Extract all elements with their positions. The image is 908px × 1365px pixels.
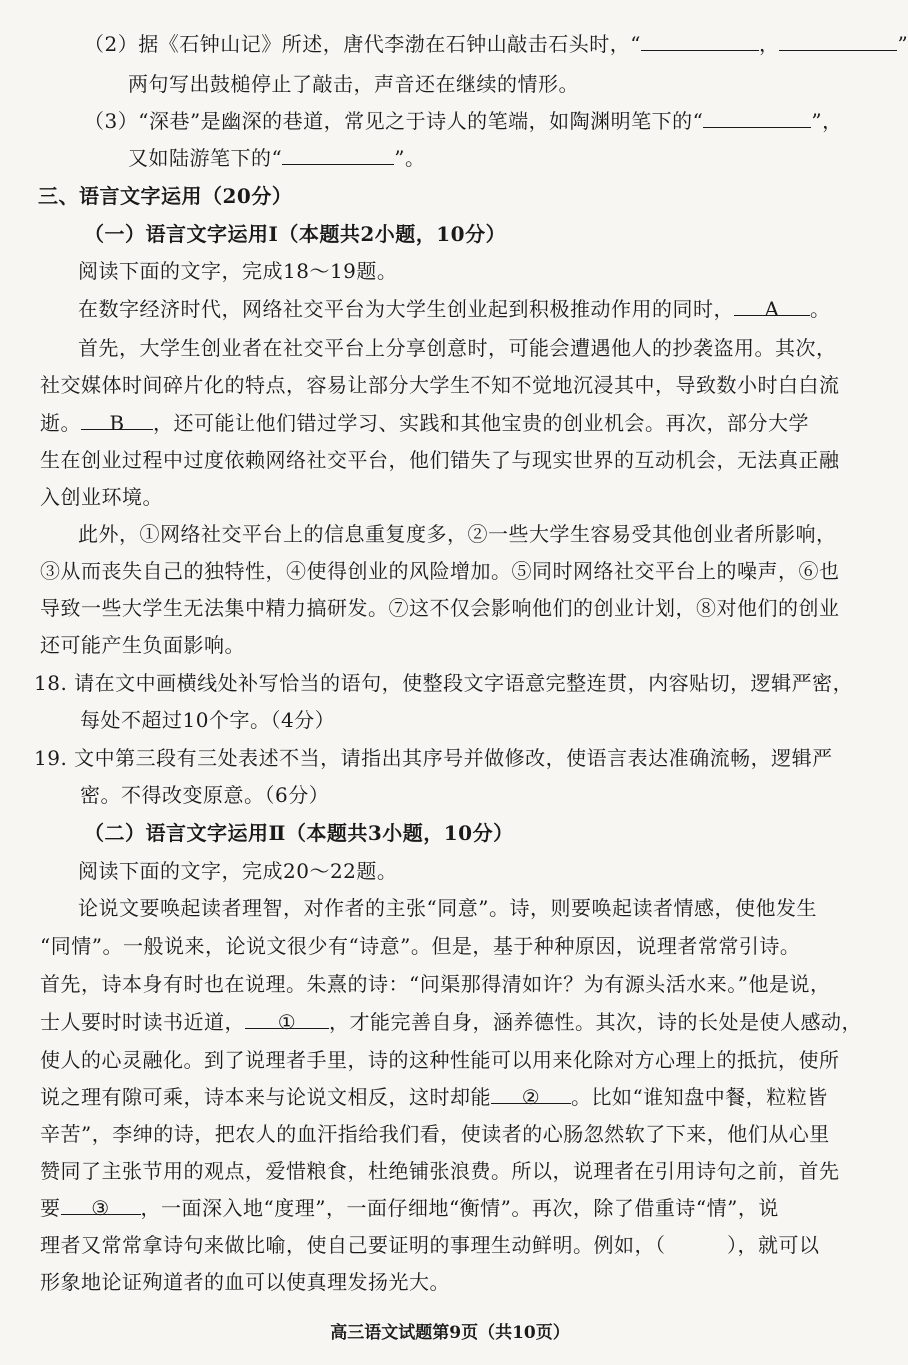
part-1-title: （一）语言文字运用Ⅰ（本题共2小题，10分）: [84, 222, 507, 246]
passage-text: 士人要时时读书近道，: [40, 1010, 245, 1034]
passage2-line6: [40, 1083, 828, 1111]
q17-3-line2: [128, 144, 425, 172]
q17-3-line1: [84, 107, 843, 135]
q17-2-close-quote: ”: [897, 32, 908, 56]
passage1-line5: 生在创业过程中过度依赖网络社交平台，他们错失了与现实世界的互动机会，无法真正融: [40, 448, 840, 472]
q17-2-text: （2）据《石钟山记》所述，唐代李渤在石钟山敲击石头时，“: [84, 32, 641, 56]
passage2-line10: 理者又常常拿诗句来做比喻，使自己要证明的事理生动鲜明。例如，（ ），就可以: [40, 1233, 820, 1257]
blank-a: A: [734, 295, 810, 316]
passage-text: 。比如“谁知盘中餐，粒粒皆: [571, 1085, 828, 1109]
answer-blank: [282, 144, 394, 165]
passage2-line8: 赞同了主张节用的观点，爱惜粮食，杜绝铺张浪费。所以，说理者在引用诗句之前，首先: [40, 1159, 840, 1183]
page-footer: 高三语文试题第9页（共10页）: [330, 1323, 570, 1343]
passage2-line2: “同情”。一般说来，论说文很少有“诗意”。但是，基于种种原因，说理者常常引诗。: [40, 934, 801, 958]
part-2-title: （二）语言文字运用Ⅱ（本题共3小题，10分）: [84, 821, 514, 845]
passage-text: 逝。: [40, 411, 81, 435]
passage1-line1: [78, 295, 831, 323]
passage2-line9: [40, 1194, 779, 1222]
passage-text: ，一面深入地“度理”，一面仔细地“衡情”。再次，除了借重诗“情”，说: [140, 1196, 779, 1220]
passage-text: ，才能完善自身，涵养德性。其次，诗的长处是使人感动，: [329, 1010, 862, 1034]
passage1-line2: 首先，大学生创业者在社交平台上分享创意时，可能会遭遇他人的抄袭盗用。其次，: [78, 336, 837, 360]
passage2-line3: 首先，诗本身有时也在说理。朱熹的诗：“问渠那得清如许？为有源头活水来。”他是说，: [40, 972, 831, 996]
passage-text: ，还可能让他们错过学习、实践和其他宝贵的创业机会。再次，部分大学: [153, 411, 809, 435]
q17-3-close: ”，: [811, 109, 843, 133]
q17-3-close2: ”。: [394, 146, 426, 170]
passage1-line10: 还可能产生负面影响。: [40, 633, 245, 657]
question-19-line2: 密。不得改变原意。（6分）: [80, 783, 330, 807]
passage-text: 要: [40, 1196, 61, 1220]
passage1-line4: [40, 409, 809, 437]
blank-b: B: [81, 409, 153, 430]
passage1-line6: 入创业环境。: [40, 485, 163, 509]
passage2-line7: 辛苦”，李绅的诗，把农人的血汗指给我们看，使读者的心肠忽然软了下来，他们从心里: [40, 1122, 830, 1146]
passage2-line4: [40, 1008, 862, 1036]
answer-blank: [703, 107, 811, 128]
passage1-line3: 社交媒体时间碎片化的特点，容易让部分大学生不知不觉地沉浸其中，导致数小时白白流: [40, 373, 840, 397]
passage2-line5: 使人的心灵融化。到了说理者手里，诗的这种性能可以用来化除对方心理上的抵抗，使所: [40, 1048, 840, 1072]
answer-blank: [641, 30, 759, 51]
answer-blank: [779, 30, 897, 51]
blank-1: ①: [245, 1008, 329, 1029]
part-1-intro: 阅读下面的文字，完成18～19题。: [78, 259, 398, 283]
question-18-line2: 每处不超过10个字。（4分）: [80, 708, 336, 732]
passage2-line1: 论说文要唤起读者理智，对作者的主张“同意”。诗，则要唤起读者情感，使他发生: [78, 896, 817, 920]
blank-3: ③: [61, 1194, 141, 1215]
q17-3-text2: 又如陆游笔下的“: [128, 146, 283, 170]
passage1-line7: 此外，①网络社交平台上的信息重复度多，②一些大学生容易受其他创业者所影响，: [78, 522, 837, 546]
passage2-line11: 形象地论证殉道者的血可以使真理发扬光大。: [40, 1270, 450, 1294]
q17-3-text: （3）“深巷”是幽深的巷道，常见之于诗人的笔端，如陶渊明笔下的“: [84, 109, 704, 133]
q17-2-line2: 两句写出鼓槌停止了敲击，声音还在继续的情形。: [128, 72, 579, 96]
passage1-line9: 导致一些大学生无法集中精力搞研发。⑦这不仅会影响他们的创业计划，⑧对他们的创业: [40, 596, 840, 620]
passage-text: 在数字经济时代，网络社交平台为大学生创业起到积极推动作用的同时，: [78, 297, 734, 321]
q17-2-comma: ，: [758, 32, 780, 56]
passage1-line8: ③从而丧失自己的独特性，④使得创业的风险增加。⑤同时网络社交平台上的噪声，⑥也: [40, 559, 840, 583]
q17-2-line1: [84, 30, 908, 58]
question-19-line1: 19. 文中第三段有三处表述不当，请指出其序号并做修改，使语言表达准确流畅，逻辑严: [34, 746, 833, 770]
part-2-intro: 阅读下面的文字，完成20～22题。: [78, 859, 398, 883]
question-18-line1: 18. 请在文中画横线处补写恰当的语句，使整段文字语意完整连贯，内容贴切，逻辑严密，: [34, 671, 854, 695]
section-3-title: 三、语言文字运用（20分）: [38, 184, 293, 208]
blank-2: ②: [491, 1083, 571, 1104]
passage-text: 说之理有隙可乘，诗本来与论说文相反，这时却能: [40, 1085, 491, 1109]
passage-text: 。: [810, 297, 831, 321]
